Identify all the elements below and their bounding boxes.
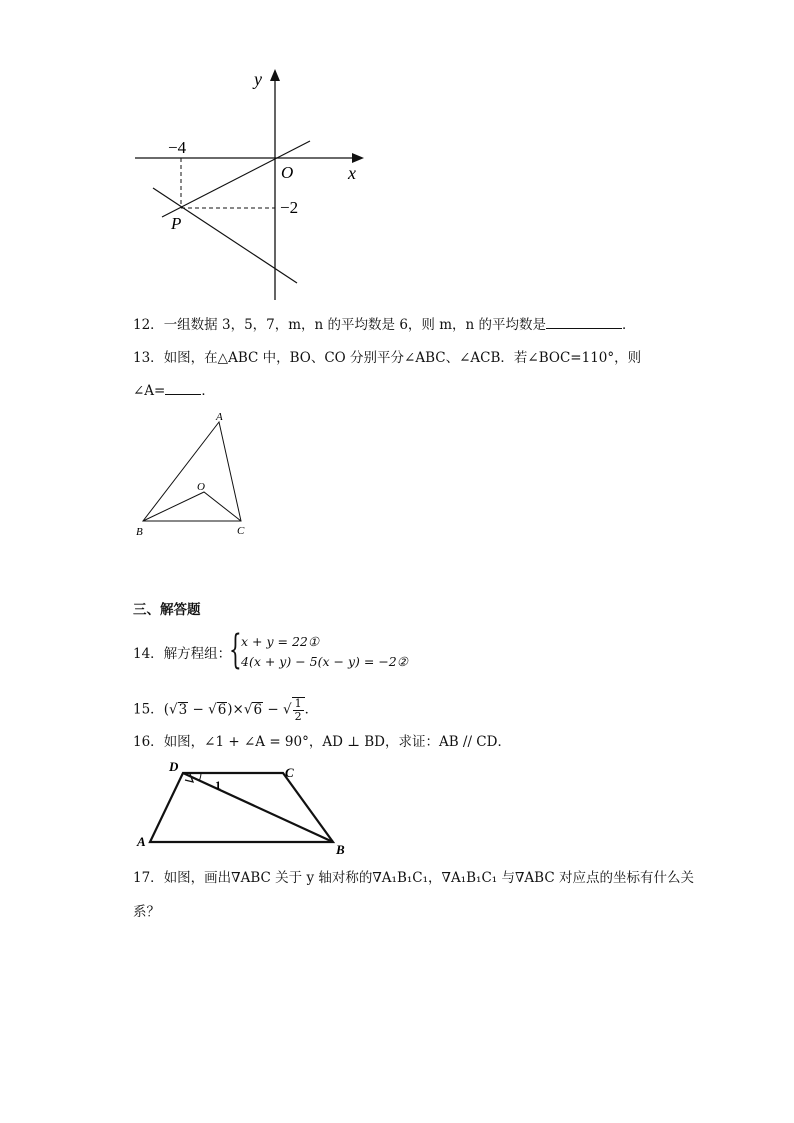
question-15 [133,697,318,723]
bisector-bo-co [143,492,241,521]
triangle-abc [143,422,241,521]
quadrilateral-abcd [150,773,333,842]
q15-frac-num: 1 [294,697,302,710]
sqrt-icon: √ [168,701,178,718]
q14-equation-1: x + y = 22① [241,634,320,649]
question-16 [133,733,511,751]
q16-number: 16． [133,734,164,750]
origin-label: O [281,163,294,182]
q13-answer-blank[interactable] [165,382,201,395]
q13-prefix: ∠A= [133,383,166,399]
q12-end: ． [622,317,636,333]
q15-radicand-1: 3 [178,701,188,718]
q15-radicand-2: 6 [217,701,227,718]
q15-open-paren: ( [163,701,169,718]
q13-end: ． [201,383,215,399]
q15-frac-den: 2 [294,710,302,723]
q12-answer-blank[interactable] [546,316,622,329]
q13-number: 13． [133,350,164,366]
vertex-a-label: A [216,411,223,423]
triangle-figure [130,410,260,545]
x-axis-label: x [348,163,356,183]
diagonal-db [183,773,333,842]
question-14 [133,645,231,663]
vertex-b-label: B [336,842,345,857]
q17-number: 17． [133,870,164,886]
q14-equation-2: 4(x + y) − 5(x − y) = −2② [241,654,408,669]
q15-number: 15． [133,701,164,718]
vertex-b-label: B [136,526,143,538]
sqrt-icon: √ [282,701,292,718]
question-12 [133,316,636,334]
trapezoid-figure [133,760,358,860]
q15-radicand-3: 6 [253,701,263,718]
vertex-c-label: C [285,765,294,780]
point-p-label: P [171,214,182,233]
q12-text: 一组数据 3，5，7，m，n 的平均数是 6，则 m，n 的平均数是 [163,317,546,333]
q14-number: 14． [133,646,164,662]
section-3-title: 三、解答题 [133,602,201,618]
vertex-a-label: A [137,834,146,849]
q15-minus: − [188,701,209,718]
vertex-d-label: D [169,760,179,774]
system-brace-icon: { [229,627,242,673]
question-13-line1 [133,349,641,367]
y-axis-arrow-icon [270,69,280,81]
sqrt-icon: √ [243,701,253,718]
angle-1-arc [199,773,201,781]
q15-close: )× [227,701,244,718]
q14-prompt: 解方程组： [163,646,232,662]
point-o-label: O [197,481,205,493]
coordinate-figure [130,65,370,305]
x-axis-arrow-icon [352,153,364,163]
neg2-label: −2 [280,198,299,217]
q13-text: 如图，在△ABC 中，BO、CO 分别平分∠ABC、∠ACB．若∠BOC=110°，则 [163,350,642,366]
neg4-label: −4 [168,138,187,157]
q16-text: 如图，∠1 + ∠A = 90°，AD ⊥ BD，求证：AB // CD． [163,734,511,750]
q15-end: ． [304,701,319,718]
q17-text: 如图，画出∇ABC 关于 y 轴对称的∇A₁B₁C₁，∇A₁B₁C₁ 与∇ABC 对应点的坐标有什么关 [163,870,694,886]
angle-1-label: 1 [215,778,221,792]
vertex-c-label: C [237,525,245,537]
q12-number: 12． [133,317,164,333]
sqrt-icon: √ [208,701,217,718]
question-17-line2: 系？ [133,904,160,920]
y-axis-label: y [254,69,262,89]
question-13-line2 [133,382,215,400]
q15-minus-2: − [263,701,283,718]
question-17-line1 [133,869,694,887]
q15-fraction [292,697,305,723]
